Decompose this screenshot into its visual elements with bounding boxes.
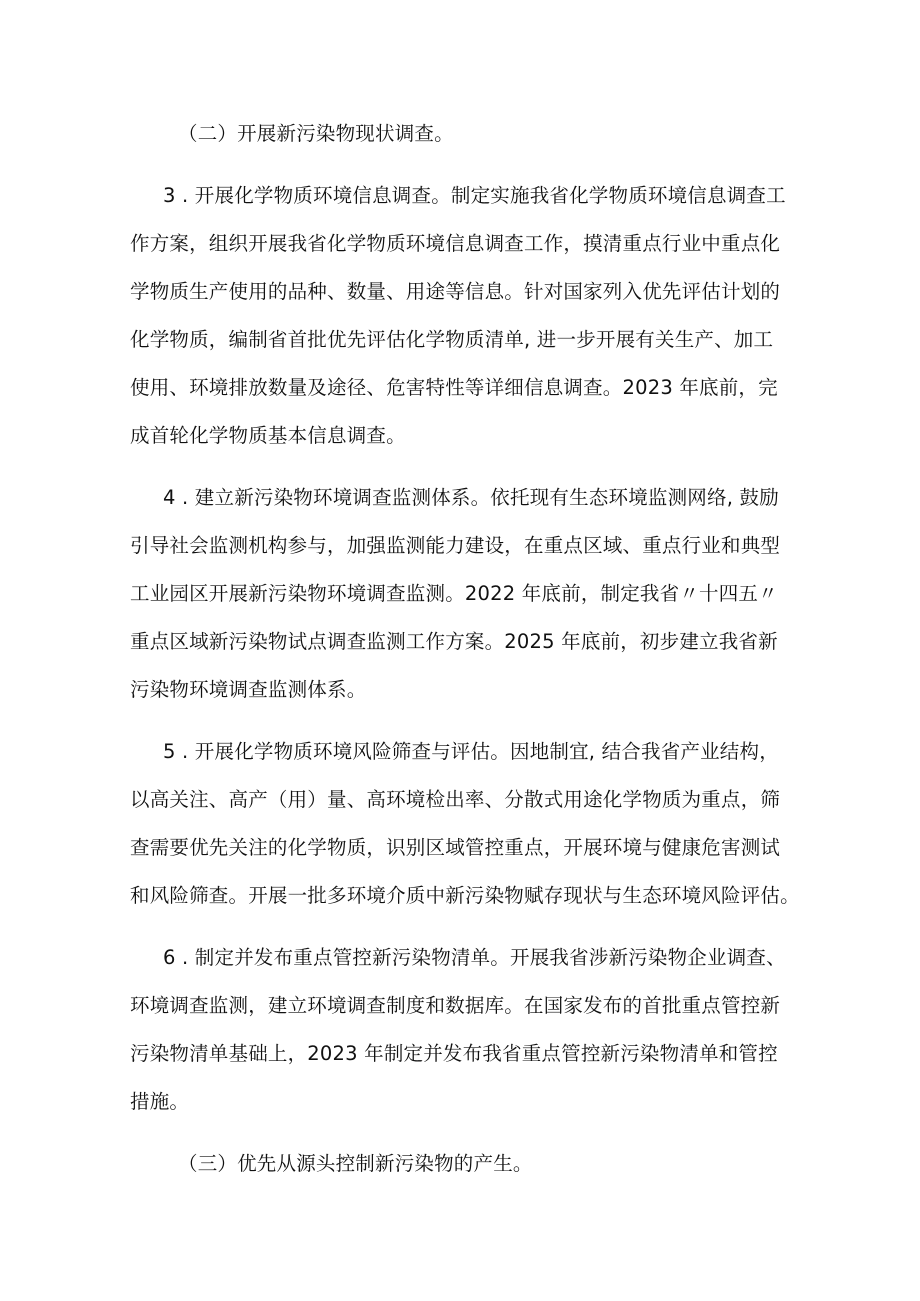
paragraph-line: 5 . 开展化学物质环境风险筛查与评估。因地制宜, 结合我省产业结构， [163,740,779,763]
paragraph-line: 污染物环境调查监测体系。 [130,678,367,701]
paragraph-line: 查需要优先关注的化学物质，识别区域管控重点，开展环境与健康危害测试 [130,836,781,859]
paragraph-line: 引导社会监测机构参与，加强监测能力建设，在重点区域、重点行业和典型 [130,534,781,557]
paragraph-line: 污染物清单基础上，2023 年制定并发布我省重点管控新污染物清单和管控 [130,1042,778,1065]
paragraph-line: 工业园区开展新污染物环境调查监测。2022 年底前，制定我省〃十四五〃 [130,582,778,605]
paragraph-line: 以高关注、高产（用）量、高环境检出率、分散式用途化学物质为重点，筛 [130,788,781,811]
paragraph-line: 重点区域新污染物试点调查监测工作方案。2025 年底前，初步建立我省新 [130,630,778,653]
paragraph-line: 4 . 建立新污染物环境调查监测体系。依托现有生态环境监测网络, 鼓励 [163,486,779,509]
paragraph-line: 6 . 制定并发布重点管控新污染物清单。开展我省涉新污染物企业调查、 [163,946,786,969]
paragraph-line: 化学物质，编制省首批优先评估化学物质清单, 进一步开展有关生产、加工 [130,328,774,351]
paragraph-line: 环境调查监测，建立环境调查制度和数据库。在国家发布的首批重点管控新 [130,994,781,1017]
paragraph-line: 作方案，组织开展我省化学物质环境信息调查工作，摸清重点行业中重点化 [130,232,781,255]
paragraph-line: 措施。 [130,1090,190,1113]
paragraph-line: 3 . 开展化学物质环境信息调查。制定实施我省化学物质环境信息调查工 [163,184,786,207]
paragraph-line: 使用、环境排放数量及途径、危害特性等详细信息调查。2023 年底前，完 [130,376,778,399]
section-heading-2: （二）开展新污染物现状调查。 [178,122,454,145]
paragraph-line: 成首轮化学物质基本信息调查。 [130,424,406,447]
section-heading-3: （三）优先从源头控制新污染物的产生。 [178,1152,533,1175]
paragraph-line: 和风险筛查。开展一批多环境介质中新污染物赋存现状与生态环境风险评估。 [130,884,800,907]
paragraph-line: 学物质生产使用的品种、数量、用途等信息。针对国家列入优先评估计划的 [130,280,781,303]
